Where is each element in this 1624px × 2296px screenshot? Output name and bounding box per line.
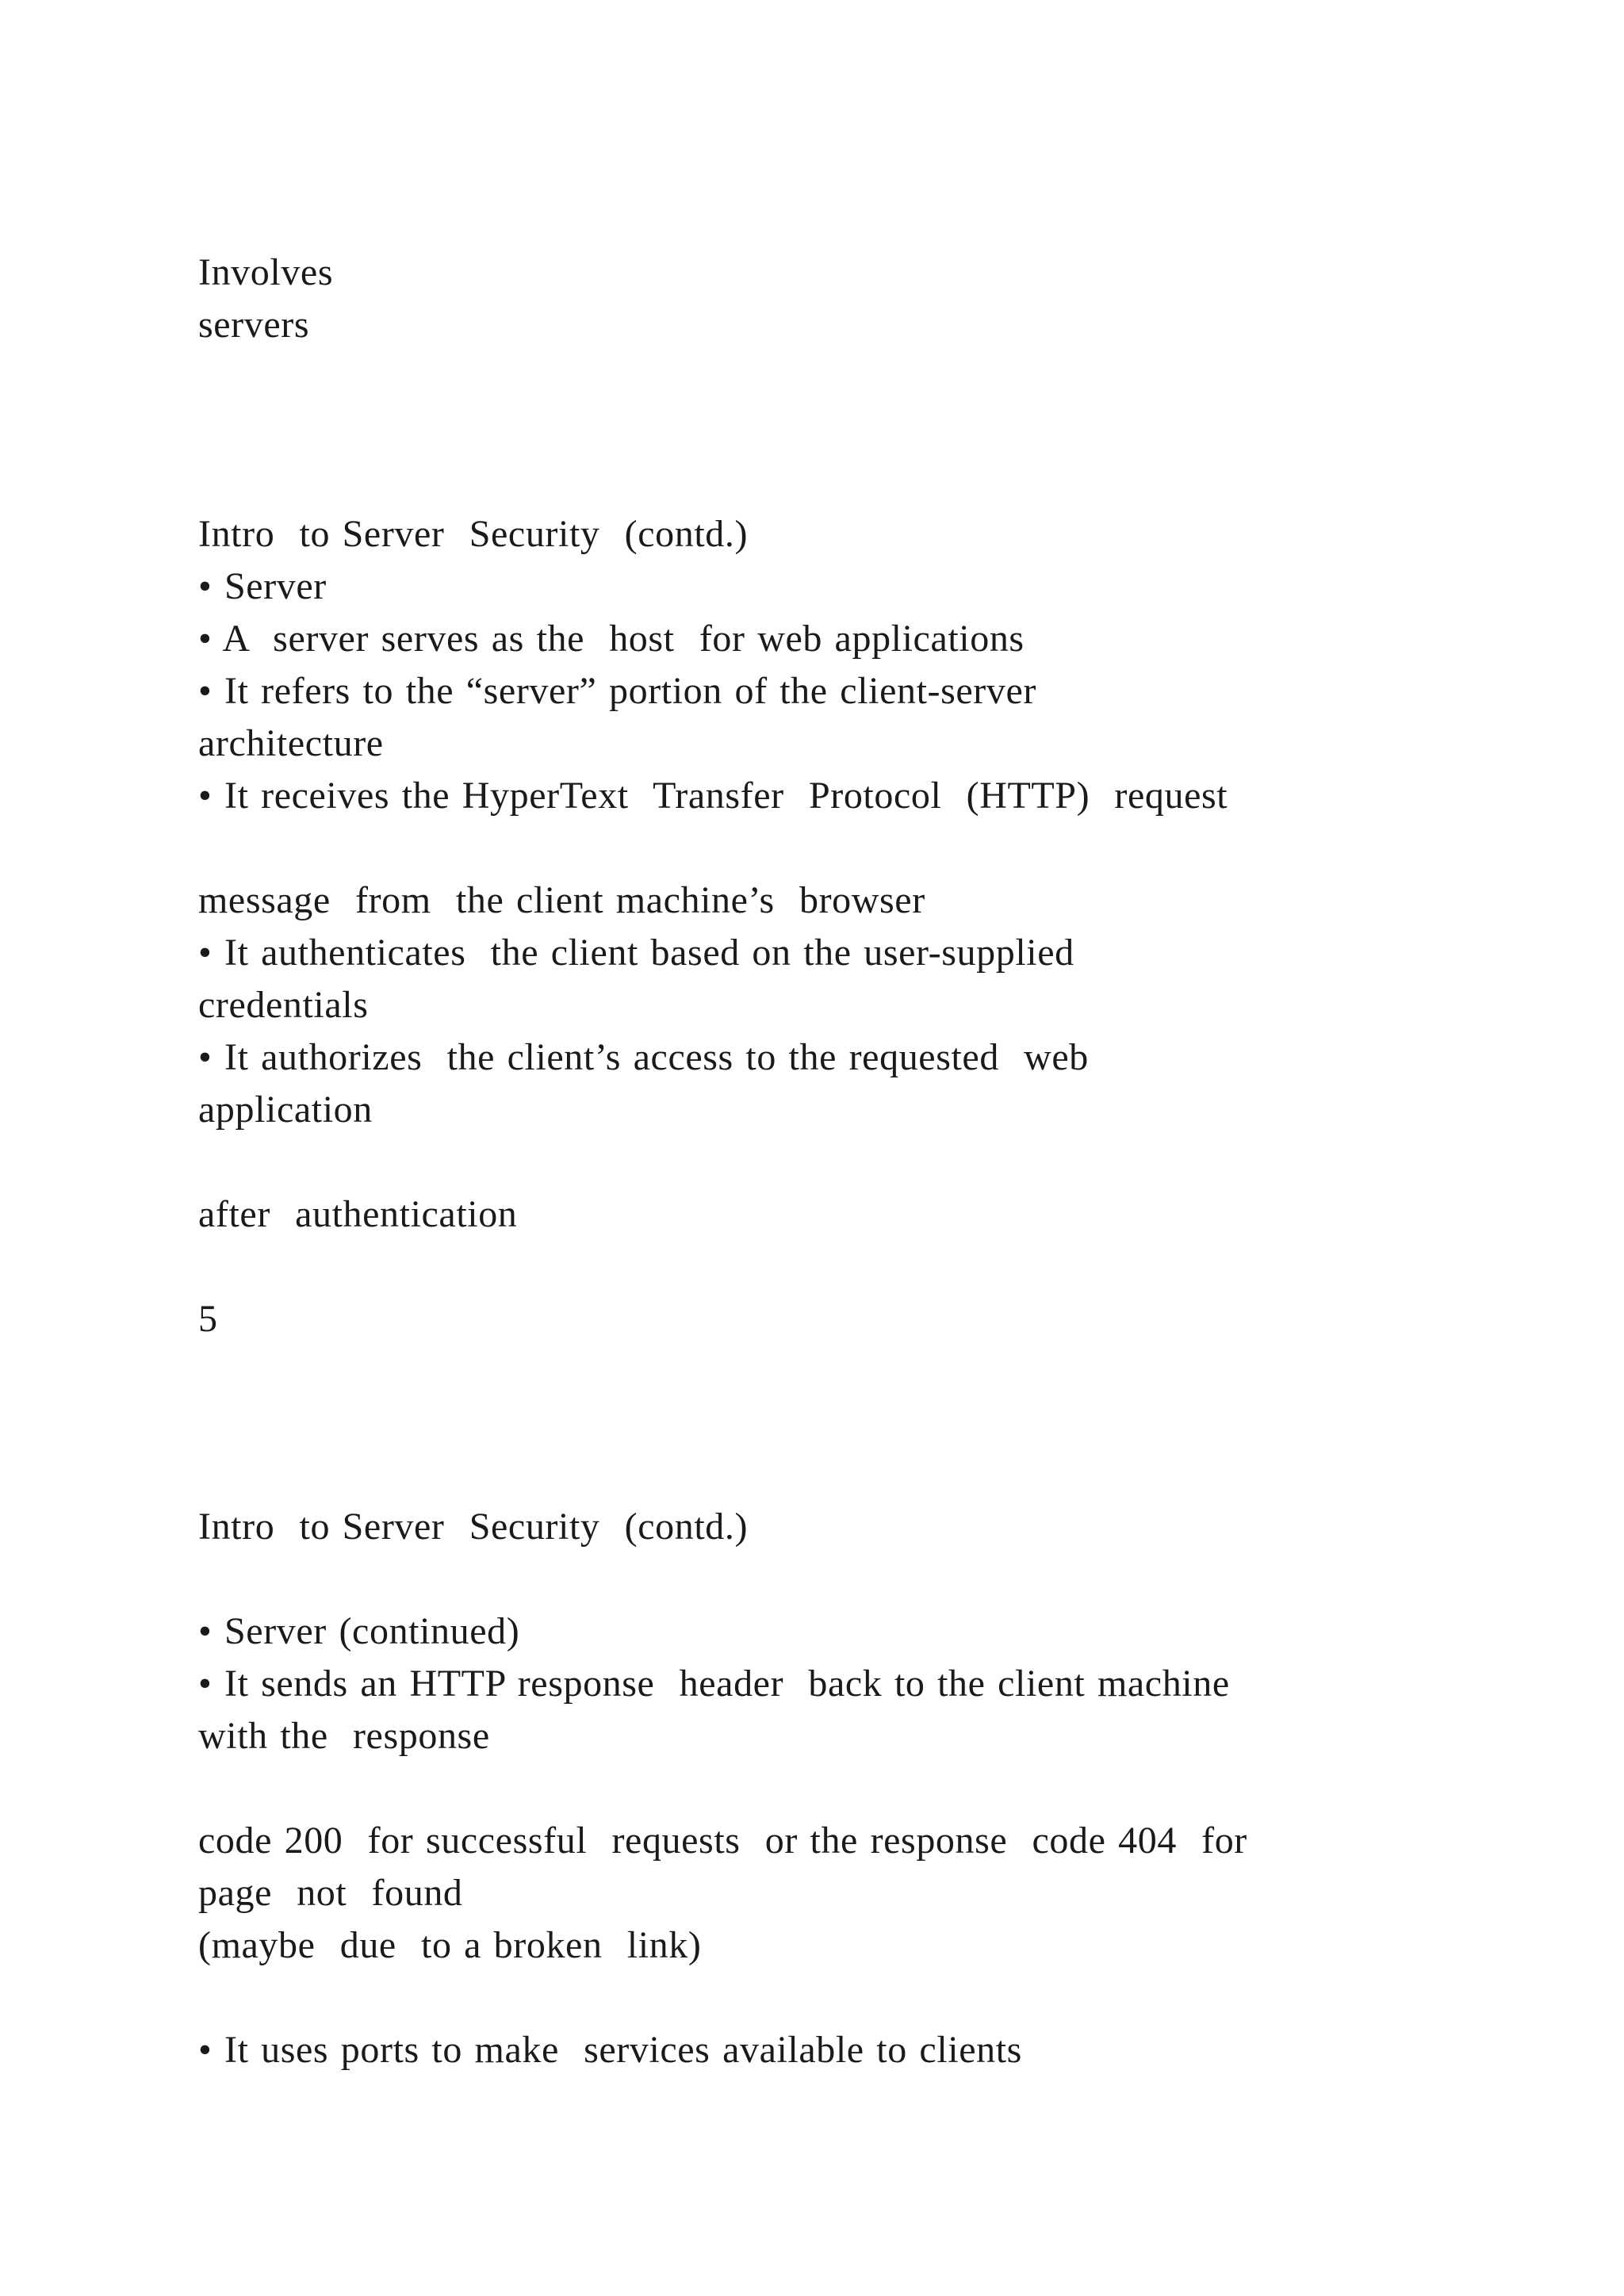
bullet-item: • It authorizes the client’s access to the requested web [198,1036,1089,1078]
bullet-item: • It refers to the “server” portion of the client-server [198,670,1036,712]
text-line: (maybe due to a broken link) [198,1924,702,1966]
section-heading: Intro to Server Security (contd.) [198,513,749,555]
bullet-item: • It authenticates the client based on the user-supplied [198,932,1074,974]
text-line: architecture [198,722,384,764]
text-line: message from the client machine’s browser [198,879,925,921]
bullet-item: • It uses ports to make services available to clients [198,2029,1022,2071]
bullet-item: • Server [198,565,327,607]
page-number: 5 [198,1298,218,1340]
section-heading: Intro to Server Security (contd.) [198,1506,749,1548]
bullet-item: • Server (continued) [198,1610,520,1652]
bullet-item: • A server serves as the host for web applications [198,618,1025,660]
text-line: page not found [198,1872,463,1914]
text-line: Involves [198,251,334,293]
text-line: code 200 for successful requests or the response code 404 for [198,1820,1247,1862]
text-line: with the response [198,1715,490,1757]
text-line: application [198,1089,373,1131]
text-line: credentials [198,984,369,1026]
text-line: servers [198,304,310,346]
bullet-item: • It receives the HyperText Transfer Protocol (HTTP) request [198,775,1228,817]
bullet-item: • It sends an HTTP response header back to the client machine [198,1663,1230,1705]
text-line: after authentication [198,1193,518,1235]
